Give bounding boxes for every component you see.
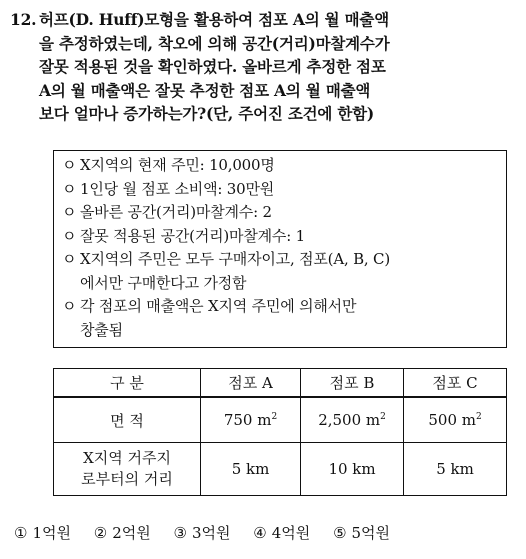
question-number: 12. [10,10,37,29]
distance-label-line-2: 로부터의 거리 [81,470,173,488]
area-store-b [300,397,403,443]
area-store-c [404,397,507,443]
question-stem [10,8,518,126]
header-store-c: 점포 C [404,369,507,398]
choice-number: ④ [253,524,267,542]
choice-number: ③ [173,524,187,542]
question-text-line-4: A의 월 매출액은 잘못 추정한 점포 A의 월 매출액 [39,80,371,100]
condition-item [62,295,506,319]
condition-text-continued: 창출됨 [80,320,123,339]
table-row-distance [54,443,507,496]
choice-text: 3억원 [191,524,231,542]
header-category: 구 분 [54,369,201,398]
area-label: 면 적 [54,397,201,443]
question-text-line-2: 을 추정하였는데, 착오에 의해 공간(거리)마찰계수가 [39,33,390,53]
area-unit-exponent: 2 [380,412,386,422]
condition-item [62,154,506,178]
area-store-a [201,397,301,443]
condition-item [62,225,506,249]
choice-2[interactable] [94,522,151,543]
condition-item [62,178,506,202]
table-header-row [54,369,507,398]
area-value: 500 m [428,411,476,429]
question-text-line-5: 보다 얼마나 증가하는가?(단, 주어진 조건에 한함) [39,104,375,123]
area-unit-exponent: 2 [271,412,278,422]
table-row-area [54,397,507,443]
choice-1[interactable] [14,522,71,543]
bullet-mark: ㅇ [62,203,77,221]
choice-text: 2억원 [112,524,151,542]
condition-item [62,248,506,272]
choice-3[interactable] [174,522,231,543]
distance-label [54,443,201,496]
choice-number: ⑤ [333,524,347,542]
area-value: 2,500 m [318,411,381,429]
choice-number: ② [93,524,108,542]
choice-number: ① [14,524,28,542]
question-text-line-1: 허프(D. Huff)모형을 활용하여 점포 A의 월 매출액 [39,10,389,29]
bullet-mark: ㅇ [62,226,77,245]
bullet-mark: ㅇ [62,156,77,174]
condition-item [62,201,506,225]
distance-store-a: 5 km [201,443,301,496]
bullet-mark: ㅇ [62,179,77,198]
condition-text: X지역의 현재 주민: 10,000명 [80,156,275,174]
condition-text: 1인당 월 점포 소비액: 30만원 [80,179,275,198]
question-line-1 [10,8,518,32]
conditions-box [53,150,507,348]
choice-text: 1억원 [32,524,71,542]
area-unit-exponent: 2 [475,412,482,422]
choice-text: 5억원 [351,524,391,542]
condition-text: X지역의 주민은 모두 구매자이고, 점포(A, B, C) [80,250,390,268]
bullet-mark: ㅇ [62,250,77,268]
condition-text: 각 점포의 매출액은 X지역 주민에 의해서만 [80,297,357,315]
condition-text: 올바른 공간(거리)마찰계수: 2 [80,203,272,221]
distance-store-c: 5 km [404,443,507,496]
header-store-a: 점포 A [201,369,301,398]
choice-5[interactable] [333,522,390,543]
bullet-mark: ㅇ [62,297,77,315]
distance-store-b: 10 km [300,443,403,496]
choice-text: 4억원 [271,524,311,542]
condition-text: 잘못 적용된 공간(거리)마찰계수: 1 [80,226,305,245]
condition-text-continued: 에서만 구매한다고 가정함 [80,273,247,292]
distance-label-line-1: X지역 거주지 [83,449,171,467]
answer-choices [14,522,522,543]
store-data-table [53,368,507,496]
header-store-b: 점포 B [300,369,403,398]
area-value: 750 m [223,411,272,429]
question-text-line-3: 잘못 적용된 것을 확인하였다. 올바르게 추정한 점포 [39,57,386,76]
choice-4[interactable] [253,522,310,543]
